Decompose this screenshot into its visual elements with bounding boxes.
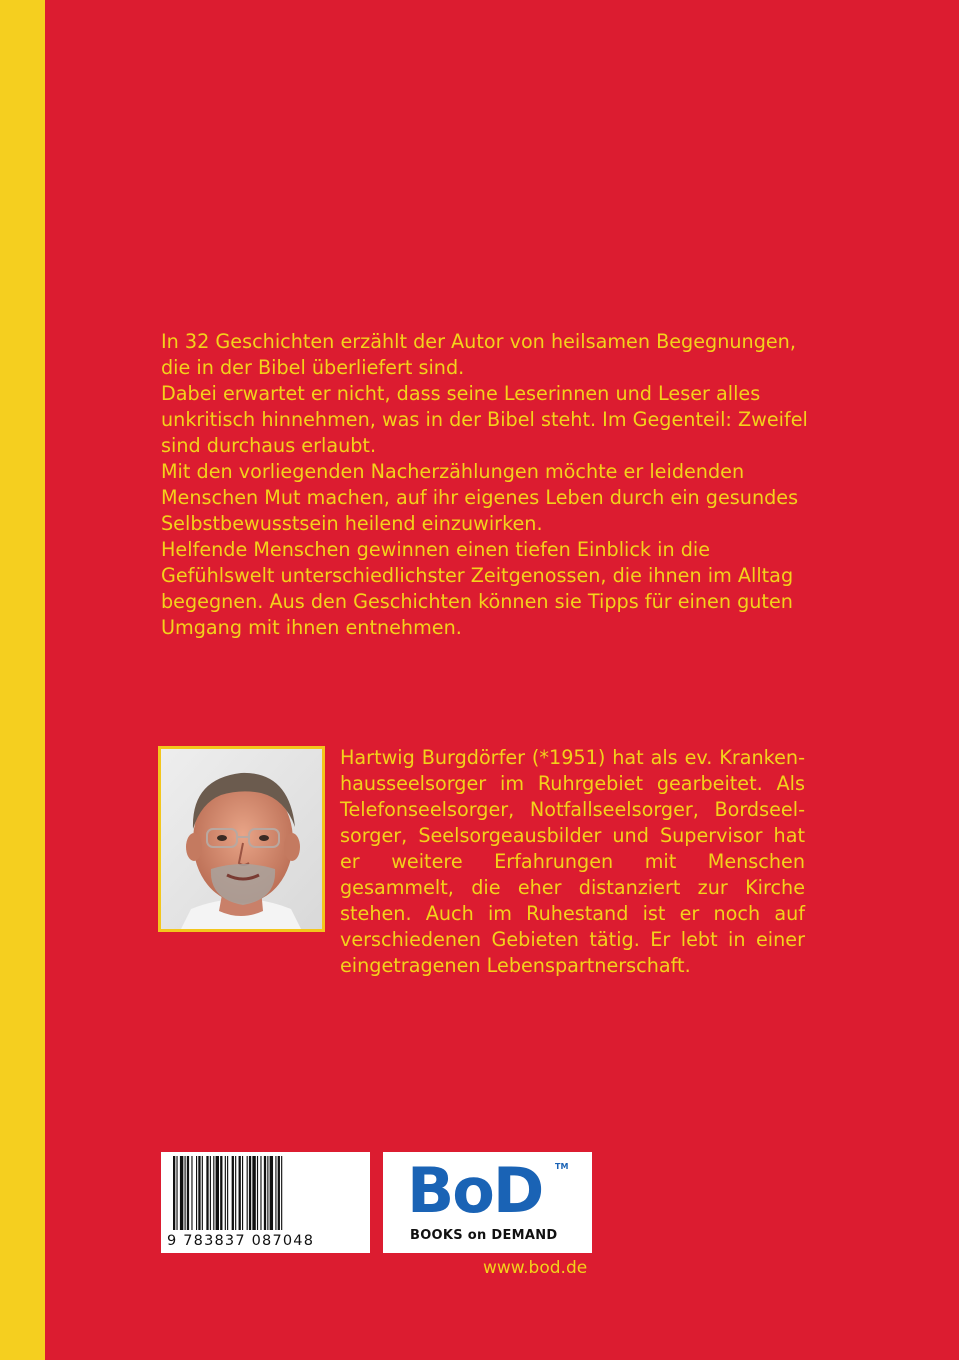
barcode-bar <box>257 1156 258 1230</box>
barcode-bar <box>242 1156 243 1230</box>
barcode-bar <box>191 1156 192 1230</box>
blurb-paragraph-1: In 32 Geschichten erzählt der Autor von heilsamen Begegnungen, die in der Bibel überliefert sind. <box>161 330 796 379</box>
barcode-bar <box>278 1156 280 1230</box>
publisher-url[interactable]: www.bod.de <box>483 1258 588 1278</box>
barcode-bar <box>270 1156 273 1230</box>
barcode-bar <box>216 1156 219 1230</box>
publisher-tagline: BOOKS on DEMAND <box>410 1228 558 1243</box>
barcode-bar <box>185 1156 186 1230</box>
barcode-bar <box>198 1156 200 1230</box>
isbn-number: 9 783837 087048 <box>167 1233 315 1249</box>
barcode-bar <box>196 1156 197 1230</box>
barcode-bar <box>173 1156 175 1230</box>
blurb-paragraph-2: Dabei erwartet er nicht, dass seine Leserinnen und Leser alles unkritisch hinnehmen, was in der Bibel steht. Im Gegenteil: Zweifel sind durchaus erlaubt. <box>161 382 808 457</box>
spine-stripe <box>0 0 45 1360</box>
barcode-bar <box>225 1156 226 1230</box>
author-bio: Hartwig Burgdörfer (*1951) hat als ev. Krankenhausseelsorger im Ruhrgebiet gearbeitet. Als Telefonseelsorger, Notfallseelsorger, Bordseelsorger, Seelsorgeausbilder und Supervisor hat er weitere Erfahrungen mit Menschen gesammelt, die eher distanziert zur Kirche stehen. Auch im Ruhestand ist er noch auf verschiedenen Gebieten tätig. Er lebt in einer eingetragenen Lebenspartnerschaft. <box>340 746 805 977</box>
barcode-bar <box>275 1156 276 1230</box>
blurb-paragraph-4: Helfende Menschen gewinnen einen tiefen Einblick in die Gefühlswelt unterschiedlichster Zeitgenossen, die ihnen im Alltag begegnen. Aus den Geschichten können sie Tipps für einen guten Umgang mit ihnen entnehmen. <box>161 538 794 639</box>
trademark-mark: TM <box>555 1162 569 1171</box>
bod-logo: BoD <box>407 1154 543 1227</box>
author-portrait-image <box>161 749 322 929</box>
barcode-bar <box>264 1156 266 1230</box>
barcode-bar <box>202 1156 203 1230</box>
barcode-bar <box>227 1156 228 1230</box>
publisher-logo-box <box>383 1152 592 1253</box>
isbn-barcode <box>161 1152 370 1253</box>
barcode-bar <box>235 1156 236 1230</box>
barcode-bar <box>206 1156 208 1230</box>
barcode-bar <box>252 1156 255 1230</box>
barcode-bar <box>210 1156 211 1230</box>
barcode-bar <box>176 1156 177 1230</box>
author-photo <box>158 746 325 932</box>
barcode-bar <box>281 1156 282 1230</box>
barcode-bar <box>249 1156 251 1230</box>
barcode-bar <box>260 1156 261 1230</box>
barcode-bar <box>247 1156 248 1230</box>
book-blurb <box>161 329 811 641</box>
barcode-bar <box>232 1156 234 1230</box>
barcode-bar <box>220 1156 222 1230</box>
barcode-bar <box>239 1156 241 1230</box>
barcode-bar <box>180 1156 183 1230</box>
barcode-bar <box>267 1156 268 1230</box>
barcode-bar <box>187 1156 189 1230</box>
barcode-bar <box>213 1156 214 1230</box>
barcode-bars <box>161 1156 370 1238</box>
blurb-paragraph-3: Mit den vorliegenden Nacherzählungen möchte er leidenden Menschen Mut machen, auf ihr eigenes Leben durch ein gesundes Selbstbewusstsein heilend einzuwirken. <box>161 460 799 535</box>
